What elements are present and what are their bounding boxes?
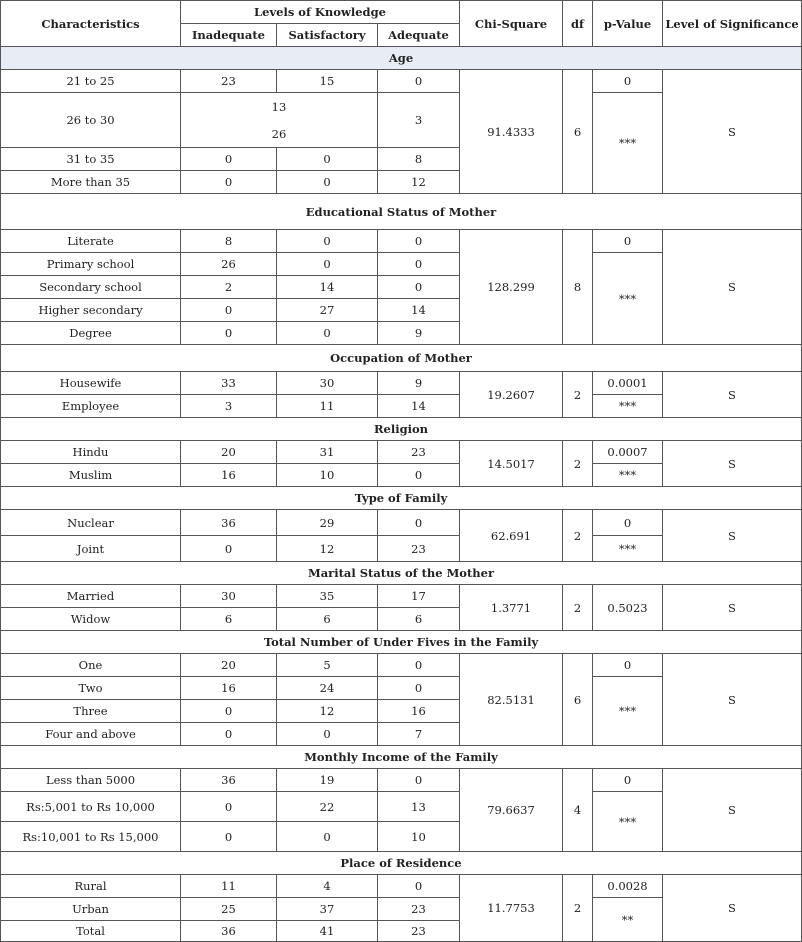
row-label: Less than 5000 <box>1 769 181 792</box>
cell-satisfactory: 11 <box>277 395 378 418</box>
cell-p-value: ** <box>593 898 663 942</box>
header-chi-square: Chi-Square <box>460 1 563 47</box>
cell-p-value: 0 <box>593 769 663 792</box>
cell-inadequate: 0 <box>181 700 277 723</box>
cell-chi-square: 19.2607 <box>460 372 563 418</box>
merged-bottom-value: 26 <box>271 126 287 141</box>
row-label: Employee <box>1 395 181 418</box>
cell-p-value: 0 <box>593 230 663 253</box>
cell-inadequate: 36 <box>181 921 277 942</box>
row-label: Four and above <box>1 723 181 746</box>
section-title: Occupation of Mother <box>1 345 802 372</box>
cell-df: 2 <box>563 441 593 487</box>
cell-satisfactory: 0 <box>277 822 378 852</box>
cell-significance: S <box>663 875 802 942</box>
cell-chi-square: 128.299 <box>460 230 563 345</box>
cell-p-value: 0 <box>593 510 663 536</box>
cell-adequate: 9 <box>378 372 460 395</box>
cell-p-value: *** <box>593 253 663 345</box>
cell-satisfactory: 5 <box>277 654 378 677</box>
row-label: Higher secondary <box>1 299 181 322</box>
cell-p-value: *** <box>593 536 663 562</box>
row-label: Urban <box>1 898 181 921</box>
cell-adequate: 0 <box>378 70 460 93</box>
cell-inadequate: 0 <box>181 822 277 852</box>
row-label: Literate <box>1 230 181 253</box>
cell-satisfactory: 41 <box>277 921 378 942</box>
cell-chi-square: 62.691 <box>460 510 563 562</box>
cell-adequate: 10 <box>378 822 460 852</box>
cell-adequate: 0 <box>378 230 460 253</box>
row-label: Hindu <box>1 441 181 464</box>
row-label: Rural <box>1 875 181 898</box>
cell-inadequate: 0 <box>181 792 277 822</box>
cell-p-value: 0.0028 <box>593 875 663 898</box>
cell-chi-square: 79.6637 <box>460 769 563 852</box>
cell-inadequate: 30 <box>181 585 277 608</box>
cell-p-value: 0.0001 <box>593 372 663 395</box>
cell-satisfactory: 31 <box>277 441 378 464</box>
cell-merged <box>181 93 378 148</box>
section-title: Age <box>1 47 802 70</box>
cell-satisfactory: 37 <box>277 898 378 921</box>
cell-satisfactory: 0 <box>277 230 378 253</box>
cell-p-value: 0.5023 <box>593 585 663 631</box>
cell-inadequate: 0 <box>181 299 277 322</box>
cell-chi-square: 11.7753 <box>460 875 563 942</box>
row-label: More than 35 <box>1 171 181 194</box>
row-label: Rs:10,001 to Rs 15,000 <box>1 822 181 852</box>
cell-inadequate: 0 <box>181 536 277 562</box>
row-label: Muslim <box>1 464 181 487</box>
cell-p-value: *** <box>593 395 663 418</box>
cell-inadequate: 0 <box>181 322 277 345</box>
cell-inadequate: 8 <box>181 230 277 253</box>
cell-df: 6 <box>563 654 593 746</box>
cell-inadequate: 23 <box>181 70 277 93</box>
cell-inadequate: 0 <box>181 148 277 171</box>
cell-p-value: 0.0007 <box>593 441 663 464</box>
row-label: 21 to 25 <box>1 70 181 93</box>
cell-inadequate: 16 <box>181 464 277 487</box>
cell-significance: S <box>663 70 802 194</box>
cell-significance: S <box>663 230 802 345</box>
cell-adequate: 0 <box>378 769 460 792</box>
cell-df: 4 <box>563 769 593 852</box>
cell-adequate: 12 <box>378 171 460 194</box>
cell-adequate: 0 <box>378 677 460 700</box>
cell-p-value: *** <box>593 792 663 852</box>
cell-chi-square: 1.3771 <box>460 585 563 631</box>
row-label: 31 to 35 <box>1 148 181 171</box>
cell-inadequate: 26 <box>181 253 277 276</box>
cell-adequate: 13 <box>378 792 460 822</box>
cell-satisfactory: 35 <box>277 585 378 608</box>
cell-inadequate: 25 <box>181 898 277 921</box>
cell-significance: S <box>663 510 802 562</box>
cell-inadequate: 36 <box>181 769 277 792</box>
cell-satisfactory: 22 <box>277 792 378 822</box>
cell-satisfactory: 0 <box>277 171 378 194</box>
row-label: One <box>1 654 181 677</box>
cell-chi-square: 91.4333 <box>460 70 563 194</box>
cell-adequate: 17 <box>378 585 460 608</box>
cell-satisfactory: 12 <box>277 700 378 723</box>
merged-top-value: 13 <box>271 99 287 114</box>
cell-satisfactory: 6 <box>277 608 378 631</box>
cell-p-value: 0 <box>593 654 663 677</box>
cell-adequate: 23 <box>378 536 460 562</box>
cell-inadequate: 33 <box>181 372 277 395</box>
cell-p-value: *** <box>593 677 663 746</box>
row-label: Rs:5,001 to Rs 10,000 <box>1 792 181 822</box>
section-title: Type of Family <box>1 487 802 510</box>
row-label: Total <box>1 921 181 942</box>
cell-inadequate: 2 <box>181 276 277 299</box>
cell-adequate: 9 <box>378 322 460 345</box>
cell-df: 2 <box>563 510 593 562</box>
cell-p-value: *** <box>593 93 663 194</box>
row-label: Joint <box>1 536 181 562</box>
cell-adequate: 0 <box>378 875 460 898</box>
section-title: Religion <box>1 418 802 441</box>
row-label: Married <box>1 585 181 608</box>
cell-adequate: 16 <box>378 700 460 723</box>
cell-satisfactory: 15 <box>277 70 378 93</box>
cell-adequate: 0 <box>378 276 460 299</box>
row-label: 26 to 30 <box>1 93 181 148</box>
cell-satisfactory: 0 <box>277 148 378 171</box>
row-label: Widow <box>1 608 181 631</box>
row-label: Nuclear <box>1 510 181 536</box>
cell-adequate: 23 <box>378 921 460 942</box>
cell-df: 2 <box>563 585 593 631</box>
header-adequate: Adequate <box>378 24 460 47</box>
cell-significance: S <box>663 585 802 631</box>
section-title: Total Number of Under Fives in the Family <box>1 631 802 654</box>
cell-adequate: 3 <box>378 93 460 148</box>
row-label: Housewife <box>1 372 181 395</box>
cell-satisfactory: 14 <box>277 276 378 299</box>
section-title: Monthly Income of the Family <box>1 746 802 769</box>
cell-inadequate: 20 <box>181 441 277 464</box>
cell-adequate: 8 <box>378 148 460 171</box>
cell-adequate: 23 <box>378 441 460 464</box>
cell-df: 6 <box>563 70 593 194</box>
cell-satisfactory: 19 <box>277 769 378 792</box>
cell-significance: S <box>663 441 802 487</box>
section-title: Educational Status of Mother <box>1 194 802 230</box>
cell-df: 2 <box>563 875 593 942</box>
cell-adequate: 0 <box>378 464 460 487</box>
cell-inadequate: 0 <box>181 723 277 746</box>
cell-adequate: 0 <box>378 253 460 276</box>
cell-adequate: 23 <box>378 898 460 921</box>
cell-adequate: 14 <box>378 395 460 418</box>
cell-inadequate: 0 <box>181 171 277 194</box>
table-body <box>1 47 802 942</box>
row-label: Primary school <box>1 253 181 276</box>
cell-chi-square: 14.5017 <box>460 441 563 487</box>
header-satisfactory: Satisfactory <box>277 24 378 47</box>
row-label: Degree <box>1 322 181 345</box>
header-p-value: p-Value <box>593 1 663 47</box>
cell-inadequate: 6 <box>181 608 277 631</box>
cell-adequate: 6 <box>378 608 460 631</box>
cell-satisfactory: 30 <box>277 372 378 395</box>
cell-inadequate: 20 <box>181 654 277 677</box>
row-label: Two <box>1 677 181 700</box>
section-title: Marital Status of the Mother <box>1 562 802 585</box>
cell-adequate: 7 <box>378 723 460 746</box>
cell-satisfactory: 24 <box>277 677 378 700</box>
cell-significance: S <box>663 769 802 852</box>
header-significance: Level of Significance <box>663 1 802 47</box>
cell-significance: S <box>663 372 802 418</box>
cell-df: 2 <box>563 372 593 418</box>
cell-adequate: 0 <box>378 510 460 536</box>
cell-inadequate: 36 <box>181 510 277 536</box>
section-title: Place of Residence <box>1 852 802 875</box>
cell-satisfactory: 10 <box>277 464 378 487</box>
cell-inadequate: 11 <box>181 875 277 898</box>
header-df: df <box>563 1 593 47</box>
cell-satisfactory: 27 <box>277 299 378 322</box>
cell-p-value: 0 <box>593 70 663 93</box>
cell-satisfactory: 0 <box>277 322 378 345</box>
cell-satisfactory: 12 <box>277 536 378 562</box>
cell-inadequate: 3 <box>181 395 277 418</box>
cell-satisfactory: 4 <box>277 875 378 898</box>
cell-p-value: *** <box>593 464 663 487</box>
header-levels: Levels of Knowledge <box>181 1 460 24</box>
cell-satisfactory: 29 <box>277 510 378 536</box>
cell-adequate: 14 <box>378 299 460 322</box>
cell-satisfactory: 0 <box>277 723 378 746</box>
row-label: Secondary school <box>1 276 181 299</box>
cell-adequate: 0 <box>378 654 460 677</box>
header-characteristics: Characteristics <box>1 1 181 47</box>
cell-df: 8 <box>563 230 593 345</box>
cell-chi-square: 82.5131 <box>460 654 563 746</box>
row-label: Three <box>1 700 181 723</box>
cell-satisfactory: 0 <box>277 253 378 276</box>
header-inadequate: Inadequate <box>181 24 277 47</box>
cell-inadequate: 16 <box>181 677 277 700</box>
cell-significance: S <box>663 654 802 746</box>
